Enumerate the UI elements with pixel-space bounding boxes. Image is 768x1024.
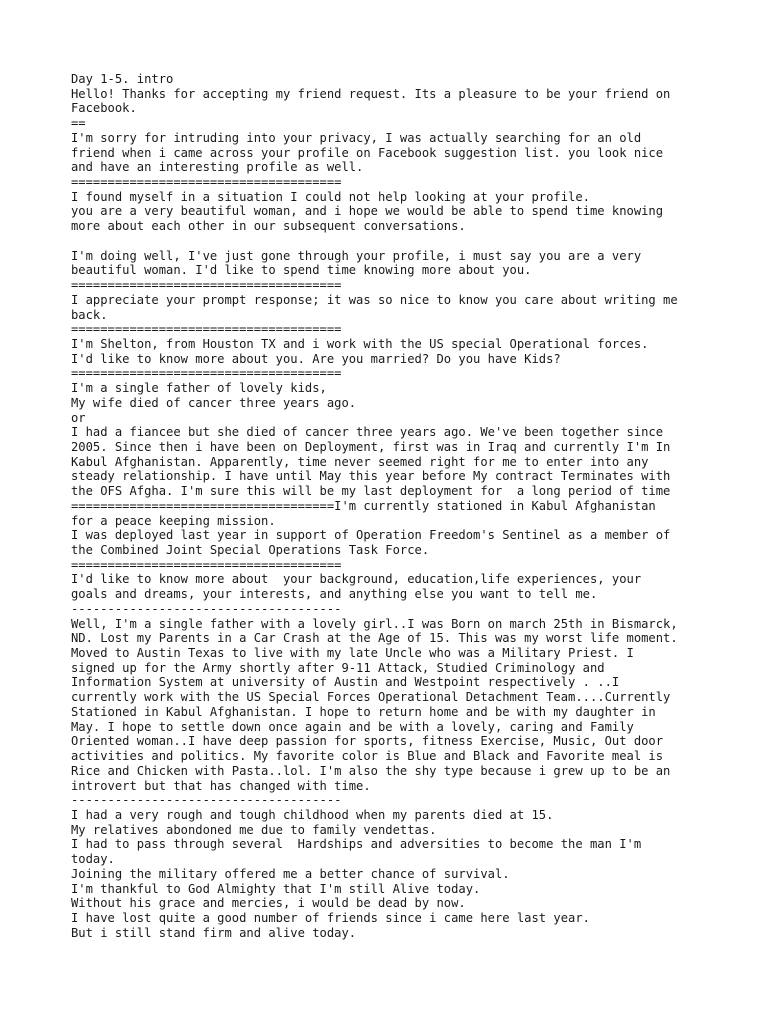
text-line: I found myself in a situation I could not help looking at your profile. — [71, 189, 590, 204]
text-line: Rice and Chicken with Pasta..lol. I'm also the shy type because i grew up to be an — [71, 763, 671, 778]
text-line: ===================================== — [71, 322, 342, 337]
text-line: ------------------------------------- — [71, 601, 342, 616]
text-line: Day 1-5. intro — [71, 72, 174, 86]
text-line: == — [71, 116, 86, 131]
text-line: friend when i came across your profile on Facebook suggestion list. you look nice — [71, 145, 664, 160]
text-line: Moved to Austin Texas to live with my late Uncle who was a Military Priest. I — [71, 646, 634, 661]
text-line: introvert but that has changed with time. — [71, 778, 371, 793]
text-line: I had a very rough and tough childhood when my parents died at 15. — [71, 807, 554, 822]
text-line: the Combined Joint Special Operations Task Force. — [71, 543, 430, 557]
text-line: May. I hope to settle down once again and be with a lovely, caring and Family — [71, 719, 634, 734]
text-line: I'm sorry for intruding into your privacy, I was actually searching for an old — [71, 130, 642, 145]
text-line: back. — [71, 307, 108, 322]
text-line: Stationed in Kabul Afghanistan. I hope to return home and be with my daughter in — [71, 704, 656, 719]
text-line: ====================================I'm currently stationed in Kabul Afghanistan — [71, 498, 656, 513]
text-line: Hello! Thanks for accepting my friend request. Its a pleasure to be your friend on — [71, 86, 671, 101]
text-line: I had to pass through several Hardships and adversities to become the man I'm — [71, 837, 642, 852]
text-line: 2005. Since then i have been on Deployment, first was in Iraq and currently I'm In — [71, 439, 671, 454]
text-line: My relatives abondoned me due to family vendettas. — [71, 822, 437, 837]
text-line: ND. Lost my Parents in a Car Crash at the Age of 15. This was my worst life moment. — [71, 631, 678, 646]
document-body — [71, 72, 761, 940]
text-line: currently work with the US Special Forces Operational Detachment Team....Currently — [71, 690, 671, 705]
text-line: steady relationship. I have until May this year before My contract Terminates with — [71, 469, 671, 484]
text-line: I'm doing well, I've just gone through your profile, i must say you are a very — [71, 248, 642, 263]
text-line: the OFS Afgha. I'm sure this will be my last deployment for a long period of time — [71, 484, 671, 499]
text-line: I have lost quite a good number of friends since i came here last year. — [71, 910, 590, 925]
text-line: But i still stand firm and alive today. — [71, 925, 357, 940]
text-line: I'd like to know more about your background, education,life experiences, your — [71, 572, 642, 587]
text-line: more about each other in our subsequent conversations. — [71, 219, 466, 234]
text-line: My wife died of cancer three years ago. — [71, 395, 357, 410]
text-line: Without his grace and mercies, i would be dead by now. — [71, 896, 466, 911]
text-line: goals and dreams, your interests, and anything else you want to tell me. — [71, 587, 598, 602]
text-line: I appreciate your prompt response; it was so nice to know you care about writing me — [71, 292, 678, 307]
text-line: Well, I'm a single father with a lovely girl..I was Born on march 25th in Bismarck, — [71, 616, 678, 631]
text-line: or — [71, 410, 86, 425]
text-line: ===================================== — [71, 278, 342, 293]
text-line: ===================================== — [71, 175, 342, 190]
text-line: ------------------------------------- — [71, 793, 342, 808]
text-line: for a peace keeping mission. — [71, 513, 276, 528]
text-line: today. — [71, 852, 115, 867]
text-line: Oriented woman..I have deep passion for sports, fitness Exercise, Music, Out door — [71, 734, 664, 749]
text-line: beautiful woman. I'd like to spend time knowing more about you. — [71, 263, 532, 278]
text-line: Information System at university of Austin and Westpoint respectively . ..I — [71, 675, 620, 690]
text-line: ===================================== — [71, 366, 342, 381]
text-line: Joining the military offered me a better chance of survival. — [71, 866, 510, 881]
text-line: I was deployed last year in support of Operation Freedom's Sentinel as a member of — [71, 528, 671, 543]
text-line: activities and politics. My favorite color is Blue and Black and Favorite meal is — [71, 749, 664, 764]
text-line: you are a very beautiful woman, and i hope we would be able to spend time knowing — [71, 204, 664, 219]
text-line: I had a fiancee but she died of cancer three years ago. We've been together since — [71, 425, 664, 440]
text-line: signed up for the Army shortly after 9-11 Attack, Studied Criminology and — [71, 660, 605, 675]
text-line: Facebook. — [71, 101, 137, 116]
text-line: I'm Shelton, from Houston TX and i work with the US special Operational forces. — [71, 336, 649, 351]
text-line: and have an interesting profile as well. — [71, 160, 364, 175]
text-line: Kabul Afghanistan. Apparently, time never seemed right for me to enter into any — [71, 454, 649, 469]
text-line: I'm thankful to God Almighty that I'm still Alive today. — [71, 881, 481, 896]
text-line: I'm a single father of lovely kids, — [71, 381, 327, 396]
text-line: ===================================== — [71, 557, 342, 572]
text-line: I'd like to know more about you. Are you married? Do you have Kids? — [71, 351, 561, 366]
text-line — [71, 234, 761, 249]
